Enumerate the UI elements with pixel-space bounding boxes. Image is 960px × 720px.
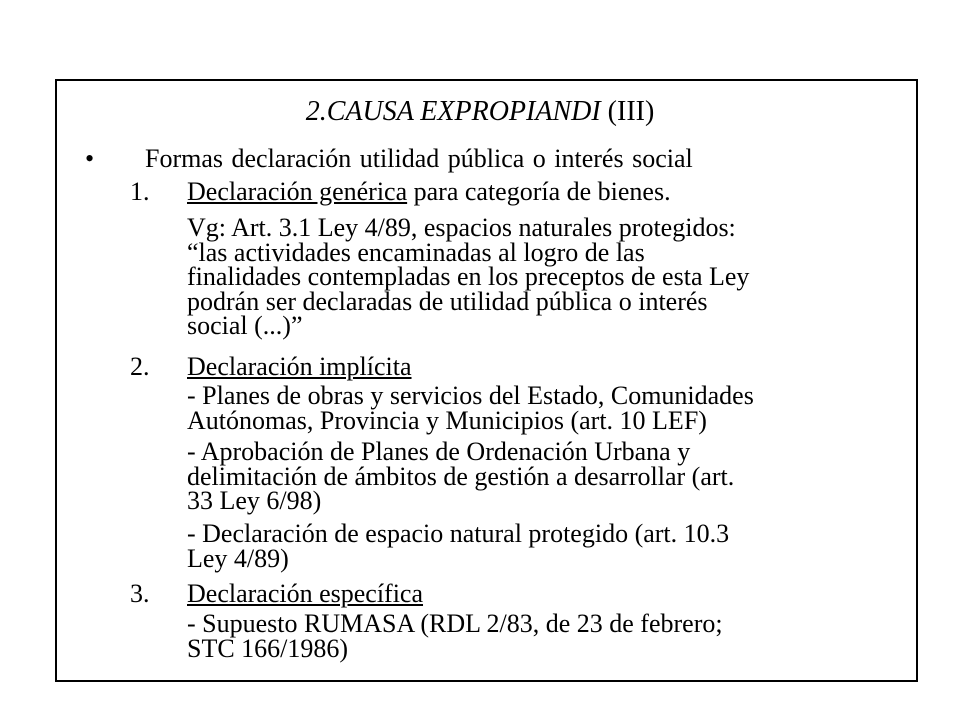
item-2-number: 2. [130,352,150,381]
bullet-icon: • [85,144,95,173]
item-2-point-line: Ley 4/89) [187,543,289,573]
main-bullet-text: Formas declaración utilidad pública o interés social [145,144,693,173]
slide-title-italic: 2.CAUSA EXPROPIANDI [305,96,601,127]
item-2-point-line: - Aprobación de Planes de Ordenación Urbana y [187,437,691,466]
item-1-example-line: “las actividades encaminadas al logro de las [187,237,645,267]
item-2-point-1 [187,381,902,435]
item-2-point-line: - Declaración de espacio natural protegido (art. 10.3 [187,519,730,548]
item-2-point-2 [187,437,902,515]
item-3-heading [187,579,423,609]
item-1-example-line: podrán ser declaradas de utilidad pública o interés [187,286,708,316]
item-1-heading-underlined: Declaración genérica [187,177,408,206]
item-3-heading-underlined: Declaración específica [187,579,424,608]
item-1-heading [187,177,671,207]
item-2-point-line: 33 Ley 6/98) [187,486,322,515]
item-2-point-line: delimitación de ámbitos de gestión a desarrollar (art. [187,461,735,491]
item-3-point-1 [187,609,902,663]
item-2-point-line: Autónomas, Provincia y Municipios (art. 10 LEF) [187,405,707,435]
item-1-example [187,213,902,340]
item-2-point-line: - Planes de obras y servicios del Estado, Comunidades [187,381,754,410]
item-3-point-line: - Supuesto RUMASA (RDL 2/83, de 23 de febrero; [187,609,723,638]
item-1-example-line: social (...)” [187,311,303,340]
item-2-heading-underlined: Declaración implícita [187,352,412,381]
item-3-number: 3. [130,579,150,608]
item-1-example-line: Vg: Art. 3.1 Ley 4/89, espacios naturales protegidos: [187,213,736,242]
item-2-heading [187,352,412,382]
slide-title [0,96,960,128]
slide-title-suffix: (III) [600,96,655,127]
item-1-heading-rest: para categoría de bienes. [407,177,671,206]
item-2-point-3 [187,519,902,573]
item-3-point-line: STC 166/1986) [187,633,349,663]
item-1-example-line: finalidades contempladas en los preceptos de esta Ley [187,262,750,291]
item-1-number: 1. [130,177,150,206]
